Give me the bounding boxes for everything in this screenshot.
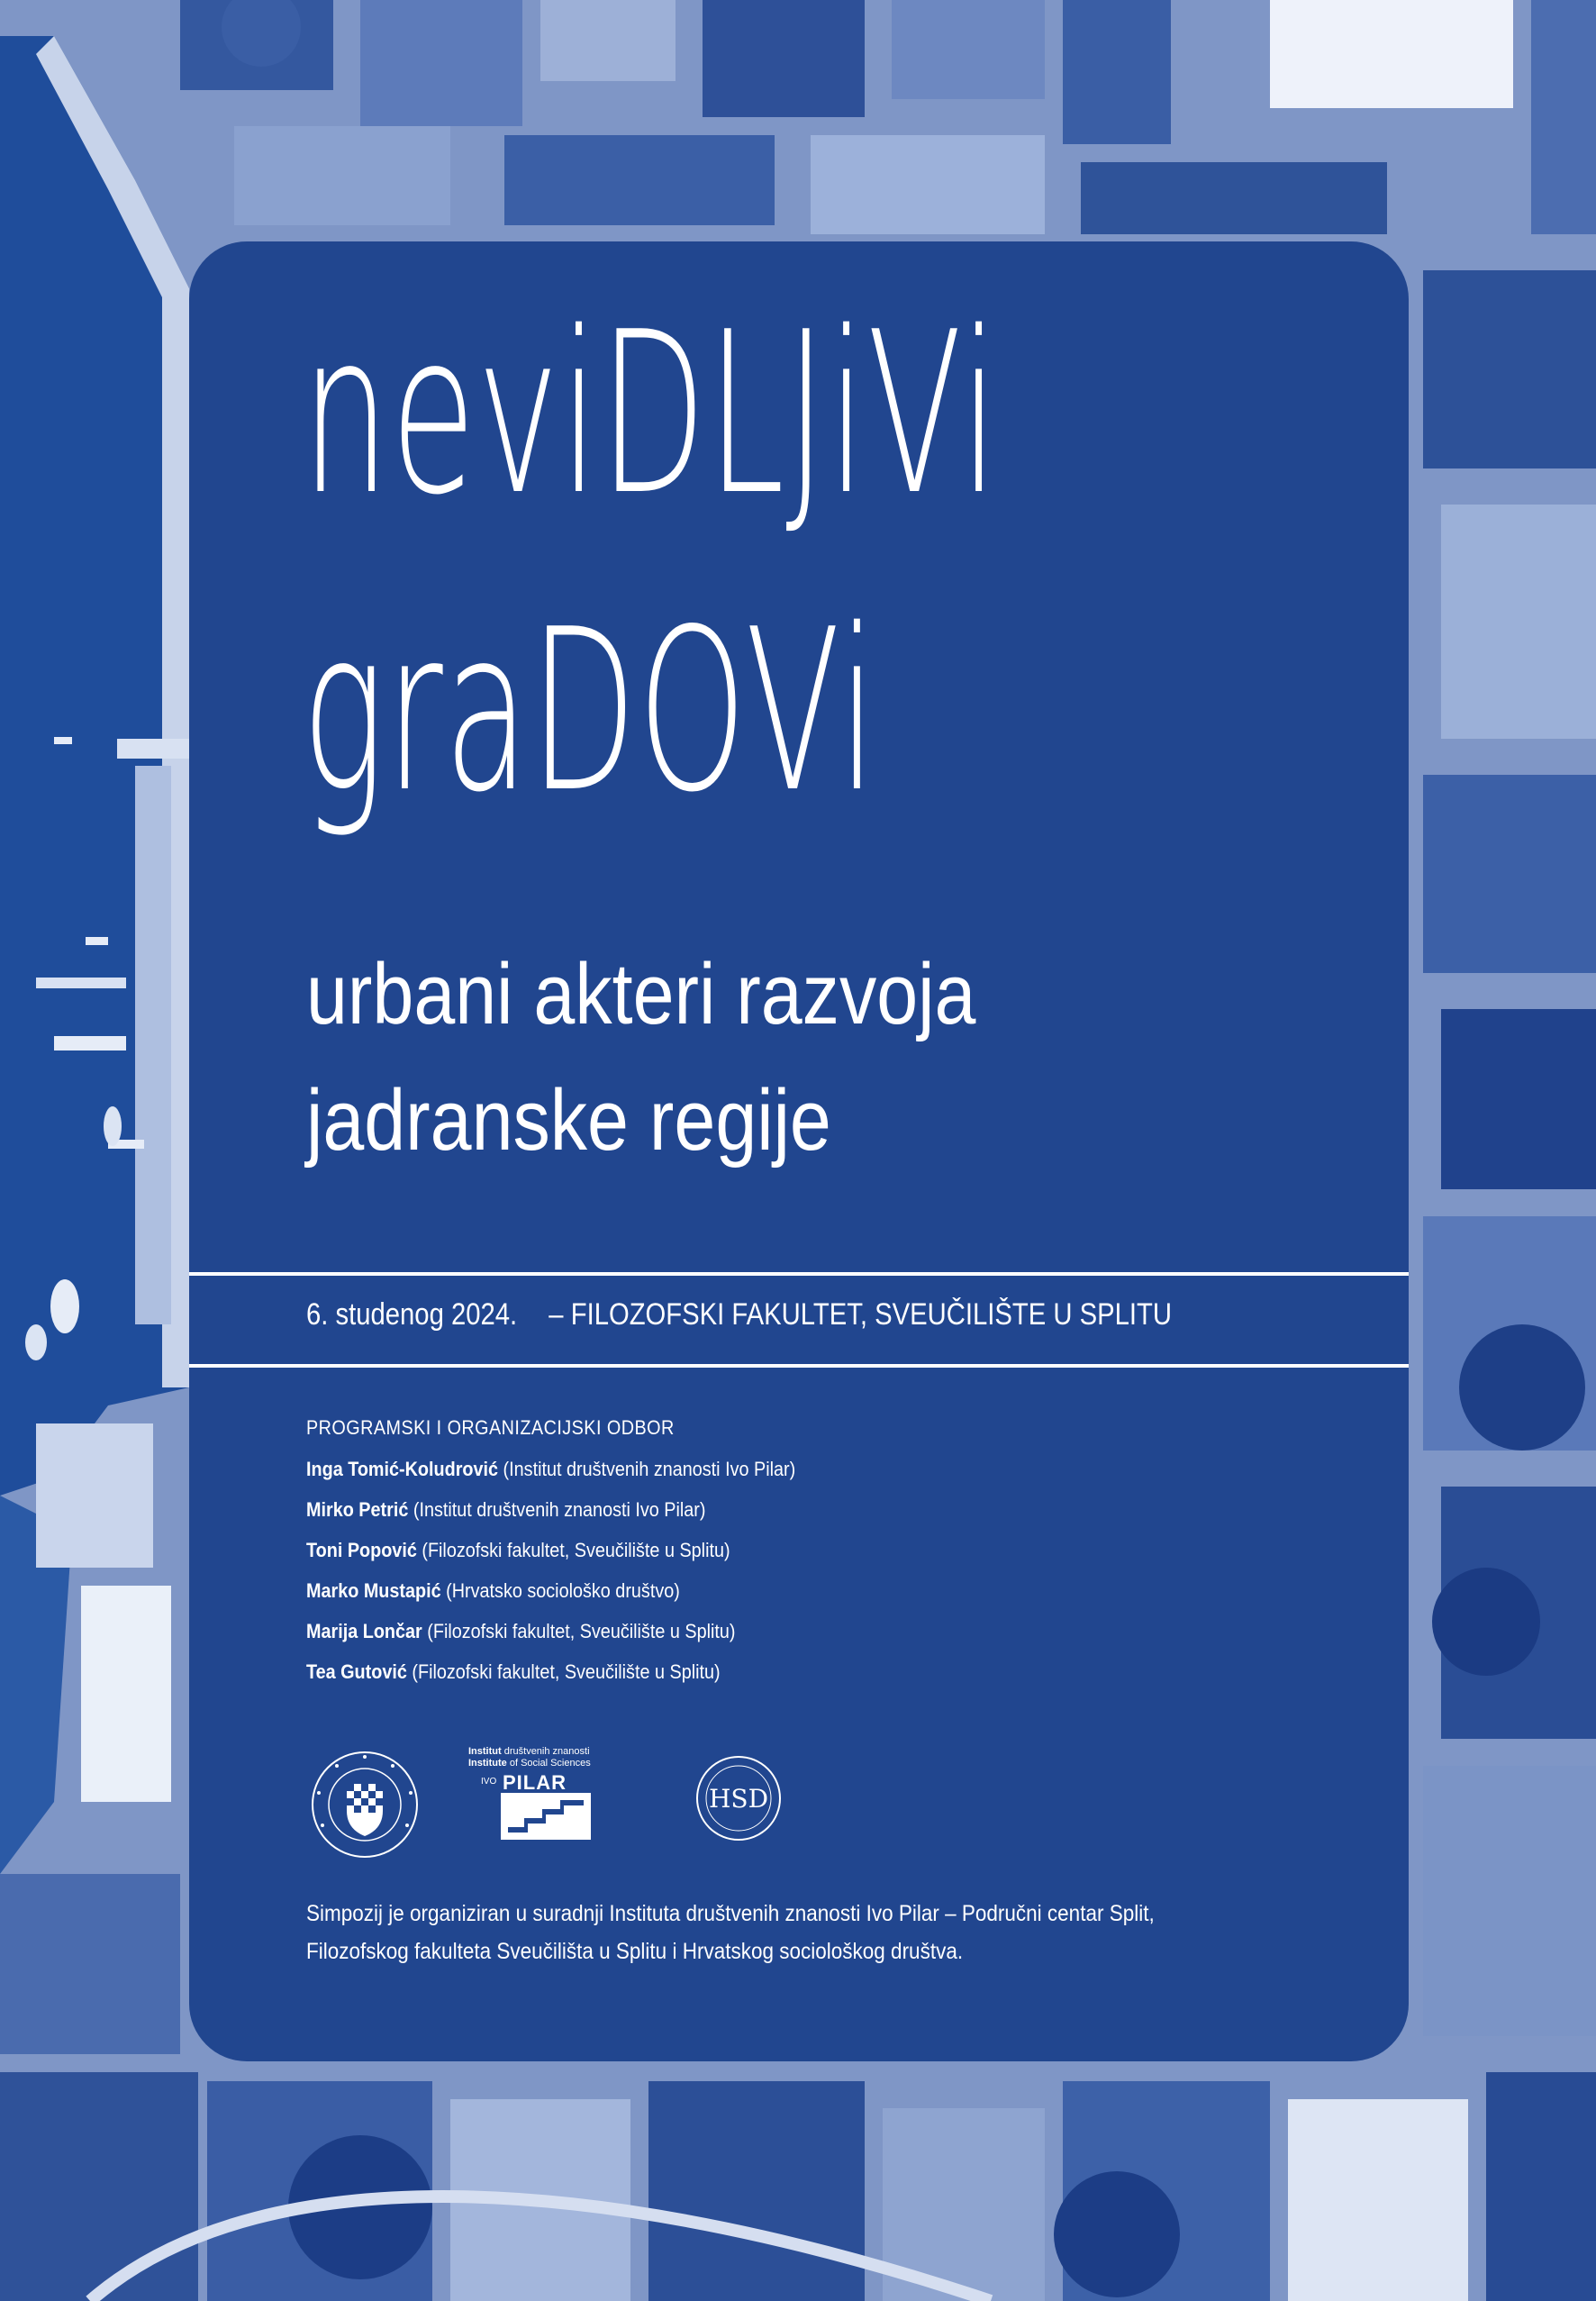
subtitle-line-2: jadranske regije [306,1072,831,1169]
member-affiliation: (Institut društvenih znanosti Ivo Pilar) [413,1498,706,1521]
event-venue: FILOZOFSKI FAKULTET, SVEUČILIŠTE U SPLITU [570,1297,1172,1332]
footer-note [306,1901,1369,1977]
divider-top [189,1272,1409,1276]
member-name: Tea Gutović [306,1660,407,1683]
footer-line-2: Filozofskog fakulteta Sveučilišta u Splitu i Hrvatskog sociološkog društva. [306,1939,964,1964]
committee-section [306,1416,1297,1701]
member-affiliation: (Filozofski fakultet, Sveučilište u Splitu) [422,1539,730,1561]
member-name: Marija Lončar [306,1620,422,1642]
member-affiliation: (Hrvatsko sociološko društvo) [446,1579,680,1602]
pilar-institut-bold: Institut [468,1746,502,1757]
pilar-institute-rest: of Social Sciences [509,1758,591,1769]
committee-member [306,1620,1198,1660]
pilar-stairs-icon [501,1793,591,1840]
committee-member [306,1539,1198,1579]
member-name: Inga Tomić-Koludrović [306,1458,499,1480]
hsd-letters: HSD [708,1784,769,1814]
subtitle-line-1: urbani akteri razvoja [306,946,976,1042]
member-affiliation: (Filozofski fakultet, Sveučilište u Splitu) [412,1660,721,1683]
pilar-institute-logo [468,1746,630,1872]
member-affiliation: (Filozofski fakultet, Sveučilište u Splitu) [427,1620,736,1642]
title-line-2: graDOVi [302,582,878,841]
member-name: Marko Mustapić [306,1579,441,1602]
partner-logos [306,1746,1027,1881]
university-seal-logo [306,1746,423,1863]
pilar-ivo: IVO [481,1777,497,1787]
pilar-name: PILAR [503,1771,567,1794]
member-affiliation: (Institut društvenih znanosti Ivo Pilar) [503,1458,796,1480]
hsd-seal-logo [694,1753,784,1843]
committee-heading: PROGRAMSKI I ORGANIZACIJSKI ODBOR [306,1416,675,1439]
footer-line-1: Simpozij je organiziran u suradnji Instituta društvenih znanosti Ivo Pilar – Područni centar Split, [306,1901,1155,1926]
event-separator: – [549,1297,564,1332]
event-info [306,1297,1172,1332]
committee-member [306,1458,1198,1498]
member-name: Toni Popović [306,1539,417,1561]
committee-member [306,1579,1198,1620]
title-line-1: neviDLJiVi [302,285,1000,544]
pilar-institut-rest: društvenih znanosti [503,1746,590,1757]
committee-member [306,1660,1198,1701]
divider-bottom [189,1364,1409,1368]
member-name: Mirko Petrić [306,1498,409,1521]
committee-member [306,1498,1198,1539]
event-date: 6. studenog 2024. [306,1297,518,1332]
content-panel [189,241,1409,2061]
pilar-institute-bold: Institute [468,1758,507,1769]
